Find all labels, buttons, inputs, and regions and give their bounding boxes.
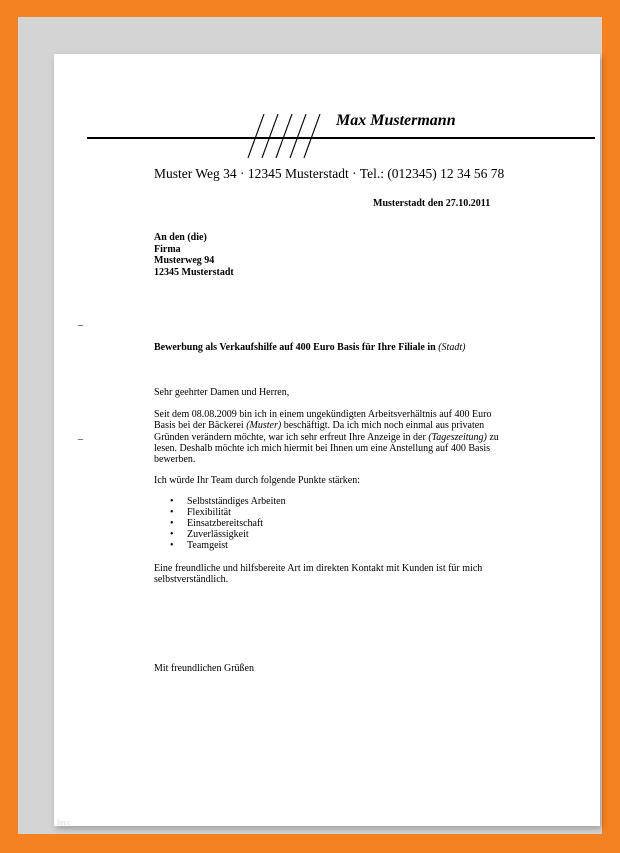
letter-page	[54, 54, 600, 826]
paragraph-2: Eine freundliche und hilfsbereite Art im direkten Kontakt mit Kunden ist für mich selbstverständlich.	[154, 563, 483, 586]
strengths-list	[170, 496, 286, 551]
slash-1	[248, 114, 264, 158]
fold-mark: –	[78, 320, 83, 331]
list-item: • Teamgeist	[170, 540, 228, 551]
slash-3	[276, 114, 292, 158]
subject-line	[154, 342, 465, 353]
list-item: • Flexibilität	[170, 507, 231, 518]
salutation: Sehr geehrter Damen und Herren,	[154, 387, 290, 398]
slash-4	[290, 114, 306, 158]
recipient-line: Musterweg 94	[154, 255, 215, 266]
bullet-icon: •	[170, 529, 174, 540]
fold-mark: –	[78, 434, 83, 445]
paragraph-1-part2: beschäftigt. Da ich mich noch einmal aus privaten Gründen verändern möchte, war ich sehr erfreut Ihre Anzeige in der	[154, 420, 485, 443]
list-item: • Zuverlässigkeit	[170, 529, 249, 540]
paragraph-1	[154, 409, 510, 465]
document-frame	[18, 17, 602, 834]
closing: Mit freundlichen Grüßen	[154, 663, 254, 674]
slash-5	[304, 114, 320, 158]
recipient-line: 12345 Musterstadt	[154, 266, 234, 278]
paragraph-1-part3: zu lesen. Deshalb möchte ich mich hiermit bei Ihnen um eine Anstellung auf 400 Basis bewerben.	[154, 431, 499, 466]
sender-address: Muster Weg 34 · 12345 Musterstadt · Tel.: (012345) 12 34 56 78	[154, 166, 505, 181]
place-date: Musterstadt den 27.10.2011	[373, 198, 491, 209]
paragraph-1-zeitung: (Tageszeitung)	[428, 431, 487, 443]
list-item: • Selbstständiges Arbeiten	[170, 496, 286, 507]
sender-name: Max Mustermann	[336, 112, 456, 129]
paragraph-1-muster: (Muster)	[246, 420, 282, 432]
header-rule	[87, 137, 595, 139]
slash-2	[262, 114, 278, 158]
watermark: hrcc	[57, 818, 71, 827]
bullet-icon: •	[170, 540, 174, 551]
bullet-icon: •	[170, 496, 174, 507]
list-item: • Einsatzbereitschaft	[170, 518, 264, 529]
subject-city: (Stadt)	[438, 342, 466, 353]
recipient-line: An den (die)	[154, 232, 207, 243]
bullet-icon: •	[170, 518, 174, 529]
paragraph-1-part1: Seit dem 08.08.2009 bin ich in einem ungekündigten Arbeitsverhältnis auf 400 Euro Basis bei der Bäckerei	[154, 409, 492, 432]
bullet-icon: •	[170, 507, 174, 518]
recipient-address	[154, 232, 234, 278]
recipient-line: Firma	[154, 243, 181, 255]
list-intro: Ich würde Ihr Team durch folgende Punkte stärken:	[154, 475, 360, 486]
subject-text: Bewerbung als Verkaufshilfe auf 400 Euro Basis für Ihre Filiale in	[154, 342, 436, 353]
